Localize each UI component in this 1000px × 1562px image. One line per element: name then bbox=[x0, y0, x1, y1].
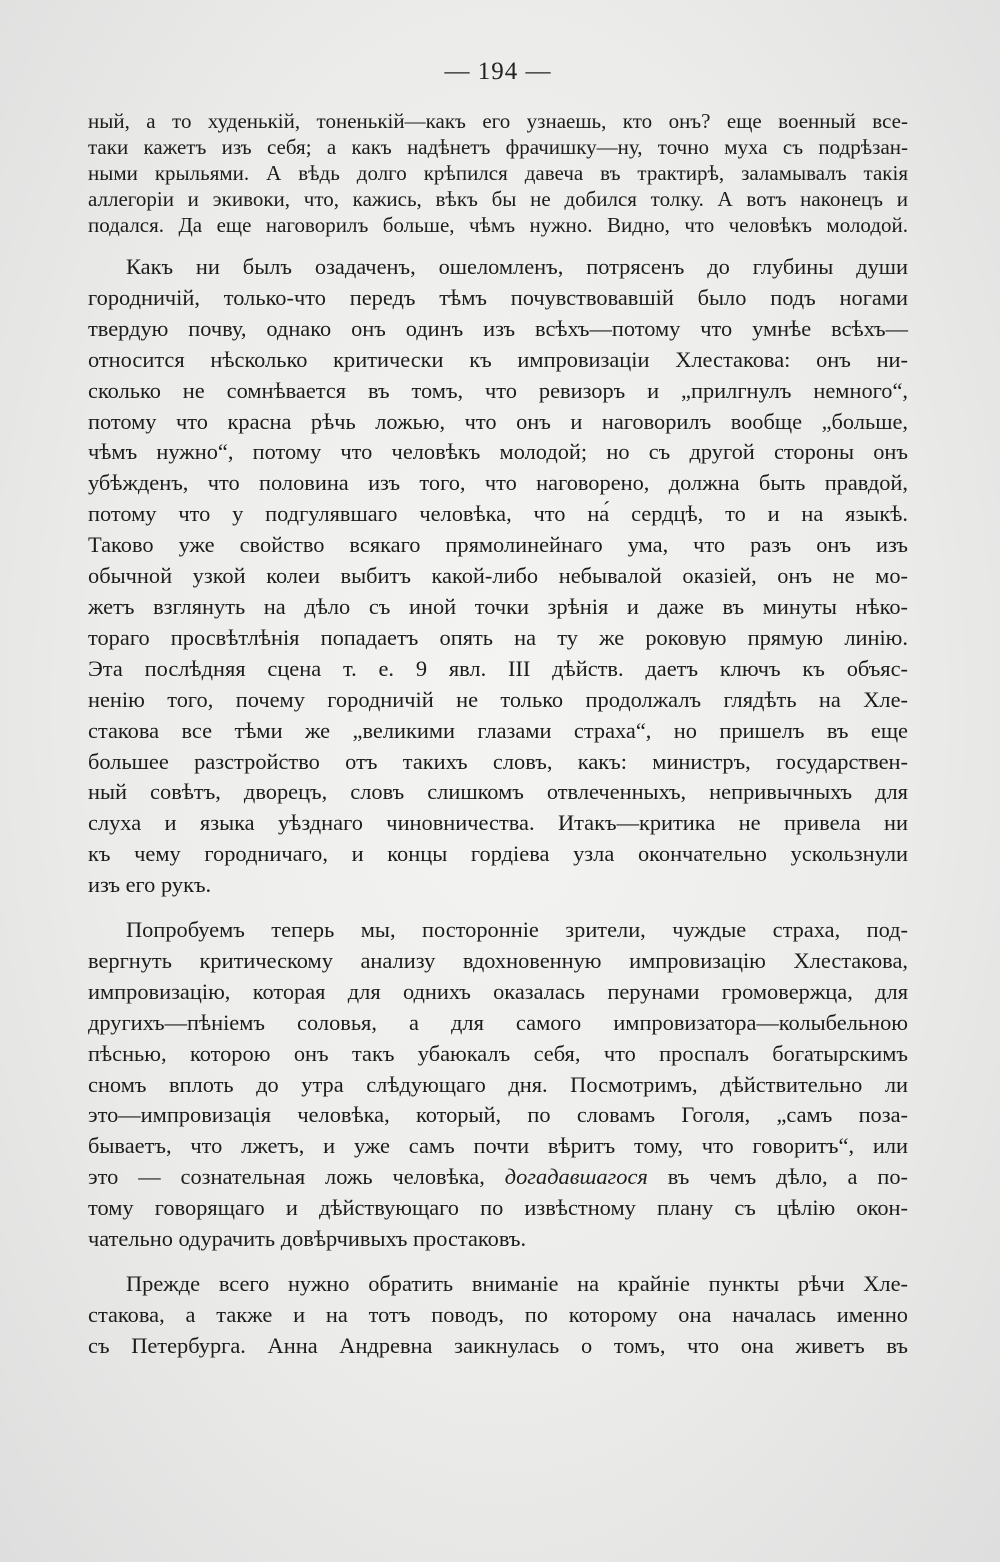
text-line: ненію того, почему городничій не только продолжалъ глядѣть на Хле- bbox=[88, 686, 908, 712]
paragraph-3 bbox=[88, 915, 908, 1255]
text-line: стакова все тѣми же „великими глазами страха“, но пришелъ въ еще bbox=[88, 717, 908, 743]
italic-word: догадавшагося bbox=[504, 1164, 648, 1190]
text-line: другихъ—пѣніемъ соловья, а для самого импровизатора—колыбельною bbox=[88, 1009, 908, 1035]
text-line: импровизацію, которая для однихъ оказалась перунами громовержца, для bbox=[88, 978, 908, 1004]
text-line: бываетъ, что лжетъ, и уже самъ почти вѣритъ тому, что говоритъ“, или bbox=[88, 1133, 908, 1159]
text-line: подался. Да еще наговорилъ больше, чѣмъ нужно. Видно, что человѣкъ молодой. bbox=[88, 213, 908, 237]
text-line-with-italic bbox=[88, 1162, 908, 1193]
paragraph-4 bbox=[88, 1269, 908, 1362]
text-line: Попробуемъ теперь мы, посторонніе зрители, чуждые страха, под- bbox=[126, 917, 908, 943]
paragraph-2 bbox=[88, 252, 908, 901]
text-segment: это — сознательная ложь человѣка, bbox=[88, 1164, 505, 1190]
text-line: аллегоріи и экивоки, что, кажись, вѣкъ бы не добился толку. А вотъ наконецъ и bbox=[88, 187, 908, 211]
text-line: сномъ вплоть до утра слѣдующаго дня. Посмотримъ, дѣйствительно ли bbox=[88, 1071, 908, 1097]
text-line: Какъ ни былъ озадаченъ, ошеломленъ, потрясенъ до глубины души bbox=[126, 254, 908, 279]
text-line: относится нѣсколько критически къ импровизаціи Хлестакова: онъ ни- bbox=[88, 346, 908, 372]
text-line: потому что красна рѣчь ложью, что онъ и наговорилъ вообще „больше, bbox=[88, 408, 908, 434]
text-line: твердую почву, однако онъ одинъ изъ всѣхъ—потому что умнѣе всѣхъ— bbox=[88, 315, 908, 341]
paragraph-1 bbox=[88, 108, 908, 238]
text-line: стакова, а также и на тотъ поводъ, по которому она началась именно bbox=[88, 1301, 908, 1327]
text-line: Прежде всего нужно обратить вниманіе на крайніе пункты рѣчи Хле- bbox=[126, 1271, 908, 1296]
text-line: ными крыльями. А вѣдь долго крѣпился давеча въ трактирѣ, заламывалъ такія bbox=[88, 161, 908, 185]
text-line: вергнуть критическому анализу вдохновенную импровизацію Хлестакова, bbox=[88, 947, 908, 973]
text-line: городничій, только-что передъ тѣмъ почувствовавшій было подъ ногами bbox=[88, 284, 908, 310]
text-line: обычной узкой колеи выбитъ какой-либо небывалой оказіей, онъ не мо- bbox=[88, 563, 908, 589]
text-line: это—импровизація человѣка, который, по словамъ Гоголя, „самъ поза- bbox=[88, 1102, 908, 1128]
text-line: слуха и языка уѣзднаго чиновничества. Итакъ—критика не привела ни bbox=[88, 810, 908, 836]
text-line: таки кажетъ изъ себя; а какъ надѣнетъ фрачишку—ну, точно муха съ подрѣзан- bbox=[88, 135, 908, 159]
text-line: чѣмъ нужно“, потому что человѣкъ молодой; но съ другой стороны онъ bbox=[88, 439, 908, 465]
text-line: ный, а то худенькій, тоненькій—какъ его узнаешь, кто онъ? еще военный все- bbox=[88, 109, 908, 133]
text-line: чательно одурачить довѣрчивыхъ простаковъ. bbox=[88, 1226, 527, 1252]
text-line: потому что у подгулявшаго человѣка, что на́ сердцѣ, то и на языкѣ. bbox=[88, 501, 908, 527]
text-line: съ Петербурга. Анна Андревна заикнулась о томъ, что она живетъ въ bbox=[88, 1332, 908, 1358]
text-line: тораго просвѣтлѣнія попадаетъ опять на ту же роковую прямую линію. bbox=[88, 624, 908, 650]
text-line: ный совѣтъ, дворецъ, словъ слишкомъ отвлеченныхъ, непривычныхъ для bbox=[88, 779, 908, 805]
text-line: большее разстройство отъ такихъ словъ, какъ: министръ, государствен- bbox=[88, 748, 908, 774]
text-line: убѣжденъ, что половина изъ того, что наговорено, должна быть правдой, bbox=[88, 470, 908, 496]
text-line: тому говорящаго и дѣйствующаго по извѣстному плану съ цѣлію окон- bbox=[88, 1195, 908, 1221]
text-line: пѣснью, которою онъ такъ убаюкалъ себя, что проспалъ богатырскимъ bbox=[88, 1040, 908, 1066]
text-line: къ чему городничаго, и концы гордіева узла окончательно ускользнули bbox=[88, 841, 908, 867]
text-segment: въ чемъ дѣло, а по- bbox=[647, 1164, 908, 1190]
page-number: — 194 — bbox=[444, 58, 552, 85]
text-line: Таково уже свойство всякаго прямолинейнаго ума, что разъ онъ изъ bbox=[88, 532, 908, 558]
text-line: изъ его рукъ. bbox=[88, 872, 212, 898]
text-line: сколько не сомнѣвается въ томъ, что ревизоръ и „прилгнулъ немного“, bbox=[88, 377, 908, 403]
text-line: Эта послѣдняя сцена т. е. 9 явл. III дѣйств. даетъ ключъ къ объяс- bbox=[88, 655, 908, 681]
text-line: жетъ взглянуть на дѣло съ иной точки зрѣнія и даже въ минуты нѣко- bbox=[88, 593, 908, 619]
